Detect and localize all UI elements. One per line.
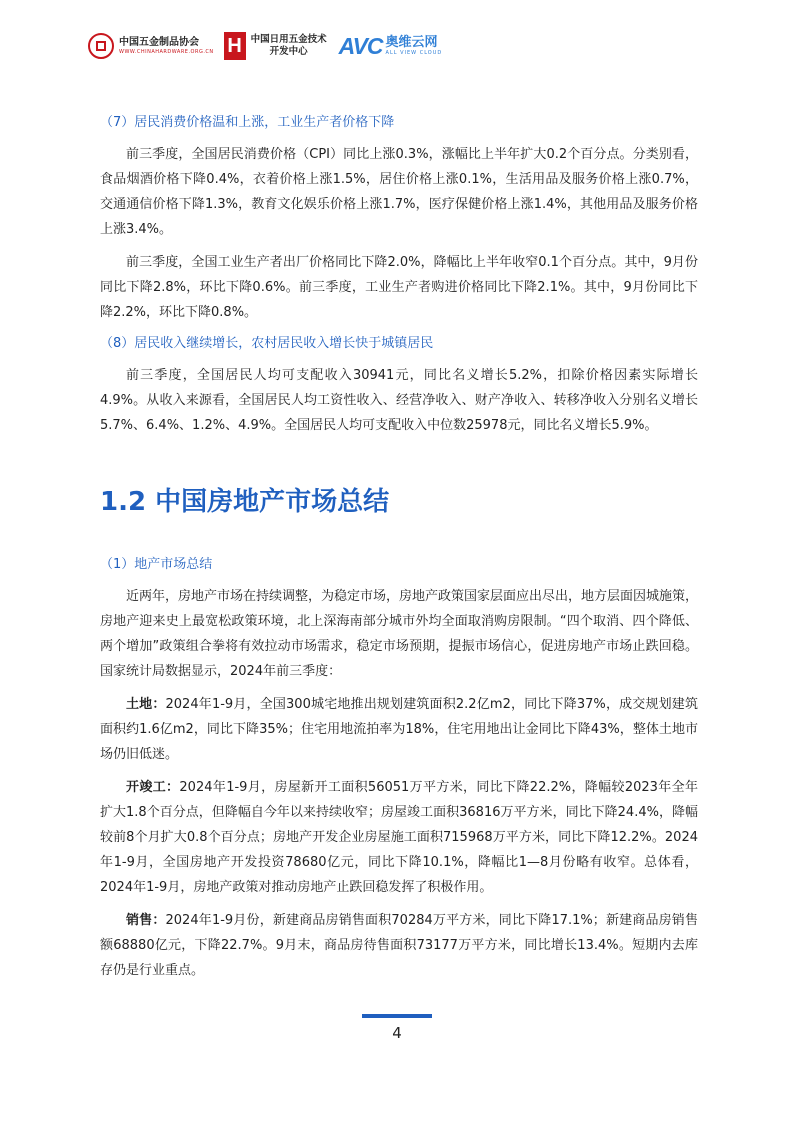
daily-hardware-center-logo (224, 32, 327, 60)
section-7-paragraph-1: 前三季度，全国居民消费价格（CPI）同比上涨0.3%，涨幅比上半年扩大0.2个百分点。分类别看，食品烟酒价格下降0.4%，衣着价格上涨1.5%，居住价格上涨0.1%，生活用品及服务价格上涨0.7%，交通通信价格下降1.3%，教育文化娱乐价格上涨1.7%，医疗保健价格上涨1.4%，其他用品及服务价格上涨3.4%。 (100, 147, 698, 237)
footer-divider (362, 1014, 432, 1018)
section-8-paragraph-1: 前三季度，全国居民人均可支配收入30941元，同比名义增长5.2%，扣除价格因素实际增长4.9%。从收入来源看，全国居民人均工资性收入、经营净收入、财产净收入、转移净收入分别名义增长5.7%、6.4%、1.2%、4.9%。全国居民人均可支配收入中位数25978元，同比名义增长5.9%。 (100, 368, 698, 433)
section-7-title: （7）居民消费价格温和上涨，工业生产者价格下降 (100, 115, 395, 130)
logo2-line1: 中国日用五金技术 (250, 34, 327, 45)
page-number: 4 (392, 1024, 402, 1042)
construction-label: 开竣工： (126, 780, 180, 795)
land-paragraph (100, 692, 698, 767)
logo1-name: 中国五金制品协会 (119, 36, 199, 48)
page-content (100, 112, 698, 991)
intro-paragraph: 近两年，房地产市场在持续调整，为稳定市场，房地产政策国家层面应出尽出，地方层面因城施策，房地产迎来史上最宽松政策环境，北上深海南部分城市外均全面取消购房限制。“四个取消、四个降低、两个增加”政策组合拳将有效拉动市场需求，稳定市场预期，提振市场信心，促进房地产市场止跌回稳。国家统计局数据显示，2024年前三季度： (100, 589, 699, 679)
subsection-1-title: （1）地产市场总结 (100, 557, 213, 572)
avc-logo (339, 33, 443, 60)
land-label: 土地： (126, 697, 166, 712)
sales-paragraph (100, 908, 698, 983)
construction-text: 2024年1-9月，房屋新开工面积56051万平方米，同比下降22.2%，降幅较2023年全年扩大1.8个百分点，但降幅自今年以来持续收窄；房屋竣工面积36816万平方米，同比下降24.4%，降幅较前8个月扩大0.8个百分点；房地产开发企业房屋施工面积715968万平方米，同比下降12.2%。2024年1-9月，全国房地产开发投资78680亿元，同比下降10.1%，降幅比1—8月份略有收窄。总体看，2024年1-9月，房地产政策对推动房地产止跌回稳发挥了积极作用。 (100, 780, 698, 895)
sales-label: 销售： (126, 913, 166, 928)
avc-en-name: ALL VIEW CLOUD (385, 50, 443, 56)
section-7-paragraph-2: 前三季度，全国工业生产者出厂价格同比下降2.0%，降幅比上半年收窄0.1个百分点。其中，9月份同比下降2.8%，环比下降0.6%。前三季度，工业生产者购进价格同比下降2.1%。其中，9月份同比下降2.2%，环比下降0.8%。 (100, 255, 698, 320)
section-8-title: （8）居民收入继续增长，农村居民收入增长快于城镇居民 (100, 336, 434, 351)
avc-mark: AVC (338, 32, 383, 59)
h-logo-icon: H (224, 32, 246, 60)
header (88, 28, 442, 64)
section-1-2-heading: 1.2 中国房地产市场总结 (100, 487, 390, 517)
seal-icon (88, 33, 114, 59)
construction-paragraph (100, 775, 698, 900)
land-text: 2024年1-9月，全国300城宅地推出规划建筑面积2.2亿m2，同比下降37%，成交规划建筑面积约1.6亿m2，同比下降35%；住宅用地流拍率为18%，住宅用地出让金同比下降43%，整体土地市场仍旧低迷。 (100, 697, 698, 762)
china-hardware-association-logo (88, 33, 214, 59)
logo2-line2: 开发中心 (269, 46, 308, 57)
avc-cn-name: 奥维云网 (385, 35, 438, 50)
sales-text: 2024年1-9月份，新建商品房销售面积70284万平方米，同比下降17.1%；新建商品房销售额68880亿元，下降22.7%。9月末，商品房待售面积73177万平方米，同比增长13.4%。短期内去库存仍是行业重点。 (100, 913, 698, 978)
logo1-url: WWW.CHINAHARDWARE.ORG.CN (119, 48, 214, 55)
